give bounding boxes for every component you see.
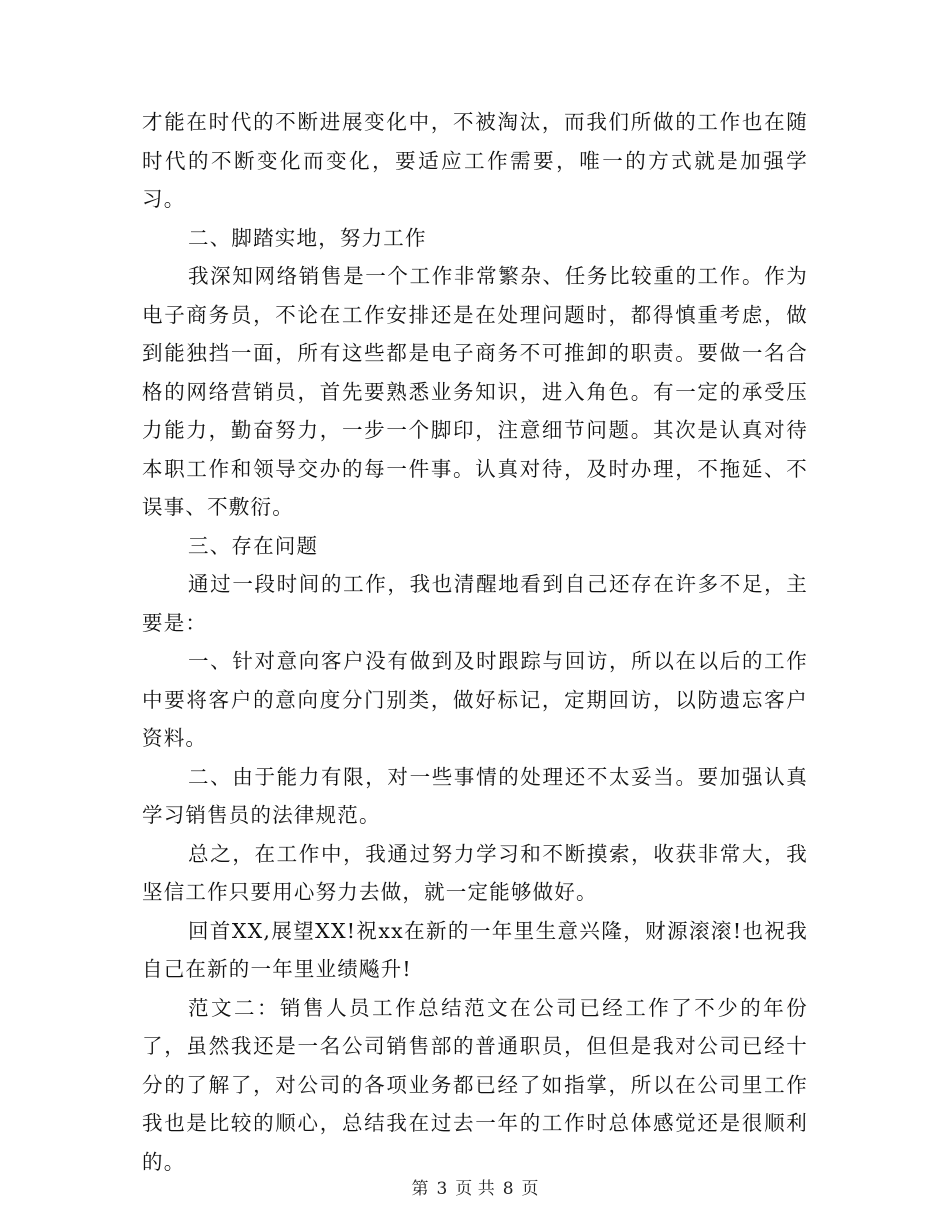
- body-text: [142, 103, 808, 1181]
- page-label-suffix: 页: [521, 1179, 539, 1199]
- page-label-prefix: 第: [411, 1179, 429, 1199]
- paragraph: 回首XX,展望XX!祝xx在新的一年里生意兴隆，财源滚滚!也祝我自己在新的一年里业绩飚升!: [142, 918, 808, 981]
- paragraph: 通过一段时间的工作，我也清醒地看到自己还存在许多不足，主要是：: [142, 572, 808, 635]
- list-item: 一、针对意向客户没有做到及时跟踪与回访，所以在以后的工作中要将客户的意向度分门别类，做好标记，定期回访，以防遗忘客户资料。: [142, 649, 808, 750]
- section-heading-2: 二、脚踏实地，努力工作: [188, 225, 427, 250]
- total-pages-number: 8: [502, 1179, 514, 1199]
- paragraph: 总之，在工作中，我通过努力学习和不断摸索，收获非常大，我坚信工作只要用心努力去做，就一定能够做好。: [142, 841, 808, 904]
- section-heading-3: 三、存在问题: [188, 533, 319, 558]
- paragraph: 我深知网络销售是一个工作非常繁杂、任务比较重的工作。作为电子商务员，不论在工作安排还是在处理问题时，都得慎重考虑，做到能独挡一面，所有这些都是电子商务不可推卸的职责。要做一名合格的网络营销员，首先要熟悉业务知识，进入角色。有一定的承受压力能力，勤奋努力，一步一个脚印，注意细节问题。其次是认真对待本职工作和领导交办的每一件事。认真对待，及时办理，不拖延、不误事、不敷衍。: [142, 264, 808, 519]
- list-item: 二、由于能力有限，对一些事情的处理还不太妥当。要加强认真学习销售员的法律规范。: [142, 764, 808, 827]
- current-page-number: 3: [436, 1179, 448, 1199]
- page-footer: [0, 1174, 950, 1199]
- page-label-mid: 页 共: [455, 1179, 495, 1199]
- paragraph: 范文二：销售人员工作总结范文在公司已经工作了不少的年份了，虽然我还是一名公司销售部的普通职员，但但是我对公司已经十分的了解了，对公司的各项业务都已经了如指掌，所以在公司里工作我也是比较的顺心，总结我在过去一年的工作时总体感觉还是很顺利的。: [142, 995, 808, 1174]
- paragraph-continuation: 才能在时代的不断进展变化中，不被淘汰，而我们所做的工作也在随时代的不断变化而变化，要适应工作需要，唯一的方式就是加强学习。: [142, 110, 808, 211]
